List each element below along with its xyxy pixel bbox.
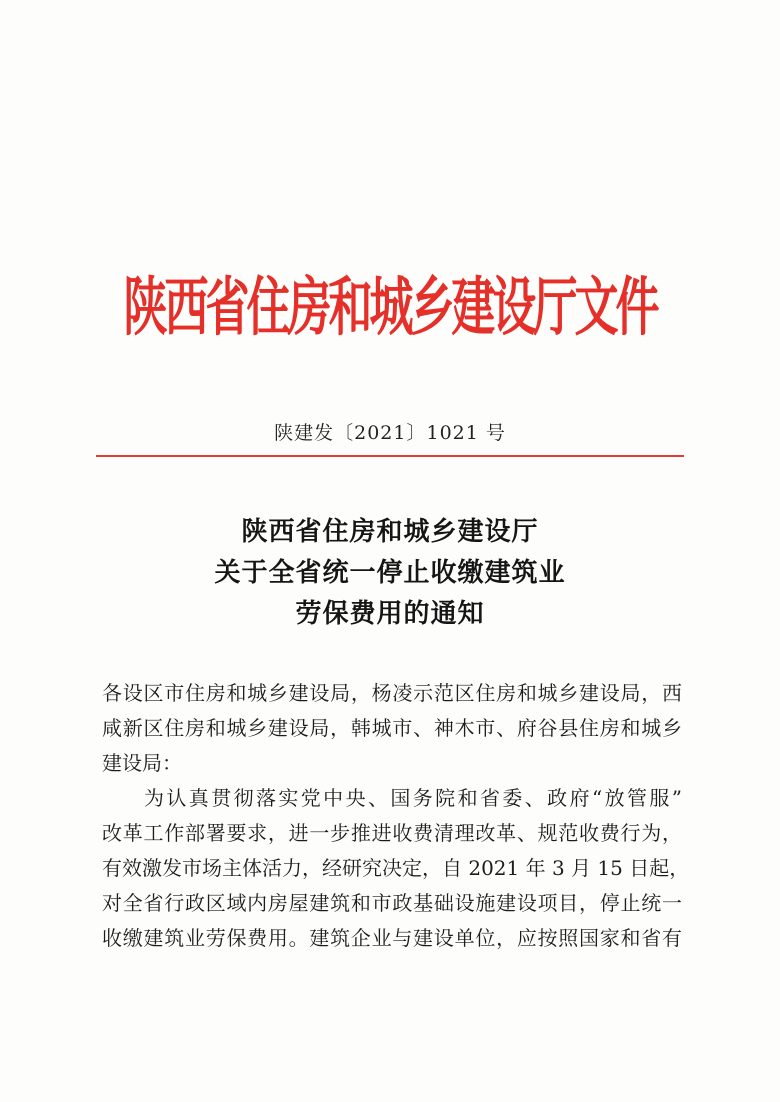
document-number: 陕建发〔2021〕1021 号 xyxy=(274,422,506,444)
document-title xyxy=(0,512,780,635)
title-line-2: 关于全省统一停止收缴建筑业 xyxy=(214,558,566,588)
addressee-line-1: 各设区市住房和城乡建设局，杨凌示范区住房和城乡建设局，西 xyxy=(102,681,682,705)
document-body xyxy=(102,676,690,956)
paragraph-line-3: 有效激发市场主体活力，经研究决定，自 2021 年 3 月 15 日起， xyxy=(102,856,690,880)
paragraph-line-5: 收缴建筑业劳保费用。建筑企业与建设单位，应按照国家和省有 xyxy=(102,926,682,950)
title-line-3: 劳保费用的通知 xyxy=(295,599,485,629)
paragraph-line-1: 为认真贯彻落实党中央、国务院和省委、政府“放管服” xyxy=(144,786,682,810)
paragraph-line-4: 对全省行政区域内房屋建筑和市政基础设施建设项目，停止统一 xyxy=(102,891,682,915)
red-divider-line xyxy=(96,455,684,457)
title-line-1: 陕西省住房和城乡建设厅 xyxy=(241,517,539,547)
addressee-line-2: 咸新区住房和城乡建设局，韩城市、神木市、府谷县住房和城乡 xyxy=(102,716,682,740)
red-header-org-title: 陕西省住房和城乡建设厅文件 xyxy=(123,270,657,345)
paragraph-line-2: 改革工作部署要求，进一步推进收费清理改革、规范收费行为， xyxy=(102,821,682,845)
addressee-line-3: 建设局： xyxy=(102,751,182,775)
